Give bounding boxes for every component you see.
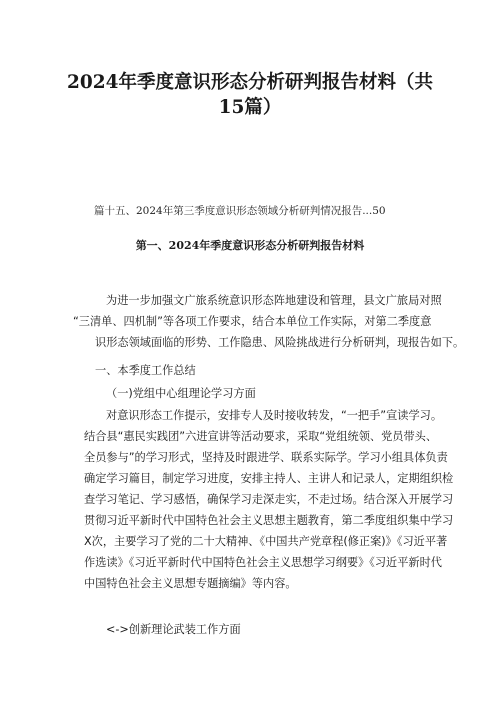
- paragraph-line: X次，主要学习了党的二十大精神、《中国共产党章程(修正案)》《习近平著: [84, 535, 448, 548]
- intro-paragraph: [73, 290, 465, 353]
- paragraph-line: 识形态领域面临的形势、工作隐患、风险挑战进行分析研判，现报告如下。: [95, 336, 465, 349]
- paragraph-line: 对意识形态工作提示，安排专人及时接收转发，“一把手”宣读学习。: [106, 409, 443, 422]
- heading-theory-work: <->创新理论武装工作方面: [106, 623, 241, 636]
- toc-entry: 篇十五、2024年第三季度意识形态领域分析研判情况报告...50: [94, 205, 386, 217]
- paragraph-line: “三清单、四机制”等各项工作要求，结合本单位工作实际，对第二季度意: [73, 315, 432, 328]
- title-line-2: 15篇）: [218, 97, 282, 118]
- title-line-1: 2024年季度意识形态分析研判报告材料（共: [67, 72, 433, 93]
- paragraph-line: 查学习笔记、学习感悟，确保学习走深走实，不走过场。结合深入开展学习: [84, 493, 454, 506]
- paragraph-line: 确定学习篇目，制定学习进度，安排主持人、主讲人和记录人，定期组织检: [84, 472, 454, 485]
- heading-party-study: （一)党组中心组理论学习方面: [106, 387, 256, 400]
- study-paragraph: [84, 405, 454, 594]
- document-title: [60, 70, 440, 120]
- paragraph-line: 为进一步加强文广旅系统意识形态阵地建设和管理，县文广旅局对照: [106, 294, 442, 307]
- paragraph-line: 中国特色社会主义思想专题摘编》等内容。: [84, 577, 297, 590]
- paragraph-line: 全员参与”的学习形式，坚持及时跟进学、联系实际学。学习小组具体负责: [84, 451, 448, 464]
- section-heading: 第一、2024年季度意识形态分析研判报告材料: [135, 239, 365, 252]
- paragraph-line: 结合县“惠民实践团”六进宣讲等活动要求，采取“党组统领、党员带头、: [84, 430, 438, 443]
- paragraph-line: 贯彻习近平新时代中国特色社会主义思想主题教育，第二季度组织集中学习: [84, 514, 454, 527]
- heading-work-summary: 一、本季度工作总结: [95, 364, 196, 377]
- paragraph-line: 作选读》《习近平新时代中国特色社会主义思想学习纲要》《习近平新时代: [84, 556, 442, 569]
